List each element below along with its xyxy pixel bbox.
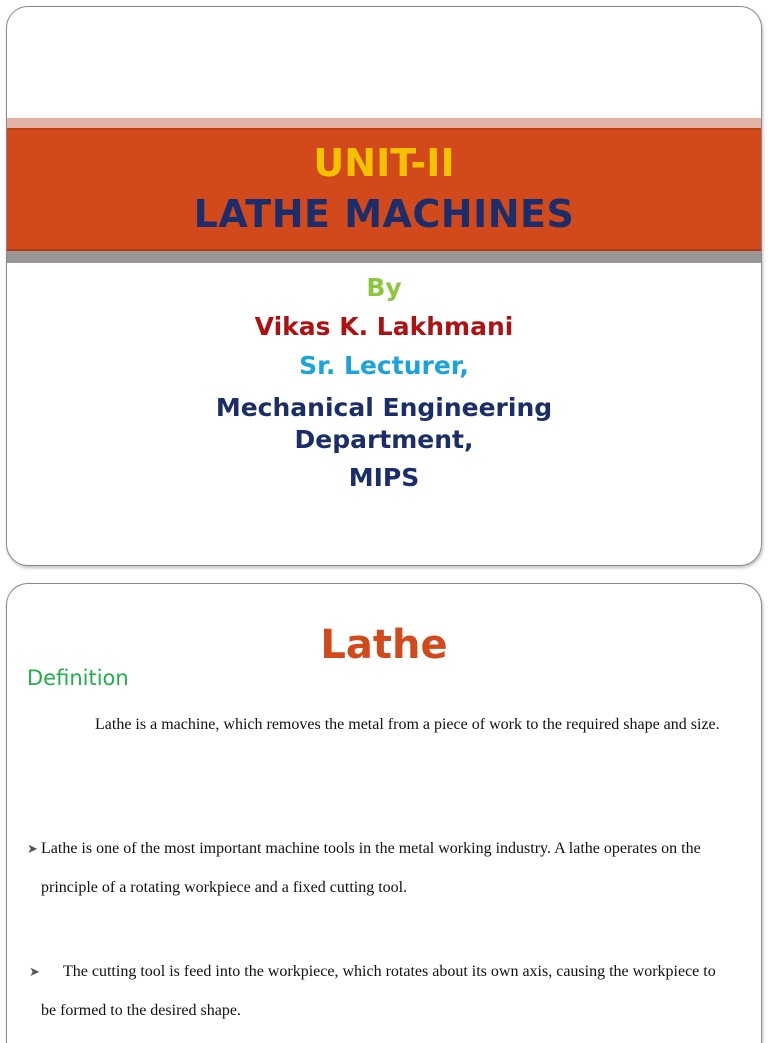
bullet-item-1: [27, 829, 731, 907]
author-name: Vikas K. Lakhmani: [254, 312, 514, 341]
content-slide-title: Lathe: [320, 622, 448, 668]
arrow-bullet-icon: ➤: [29, 964, 40, 979]
arrow-bullet-icon: ➤: [27, 841, 38, 856]
institute: MIPS: [348, 463, 420, 492]
by-label: By: [366, 273, 402, 302]
title-band-bottom-stripe: [7, 251, 761, 263]
department-line-2: Department,: [294, 425, 474, 454]
department: [7, 392, 761, 456]
title-slide: [6, 6, 762, 566]
department-line-1: Mechanical Engineering: [215, 393, 553, 422]
definition-paragraph: [41, 705, 731, 744]
bullet-text-1: Lathe is one of the most important machine tools in the metal working industry. A lathe operates on the principle of a rotating workpiece and a fixed cutting tool.: [41, 840, 701, 896]
content-slide: [6, 583, 762, 1043]
definition-heading: Definition: [27, 666, 129, 690]
unit-label: UNIT-II: [313, 141, 455, 185]
bullet-text-2: The cutting tool is feed into the workpiece, which rotates about its own axis, causing the workpiece to be formed to the desired shape.: [41, 963, 716, 1019]
definition-text: Lathe is a machine, which removes the metal from a piece of work to the required shape and size.: [95, 716, 720, 733]
bullet-item-2: [29, 952, 731, 1030]
title-band-top-stripe: [7, 118, 761, 128]
slide-title: LATHE MACHINES: [193, 192, 575, 236]
author-role: Sr. Lecturer,: [299, 351, 469, 380]
